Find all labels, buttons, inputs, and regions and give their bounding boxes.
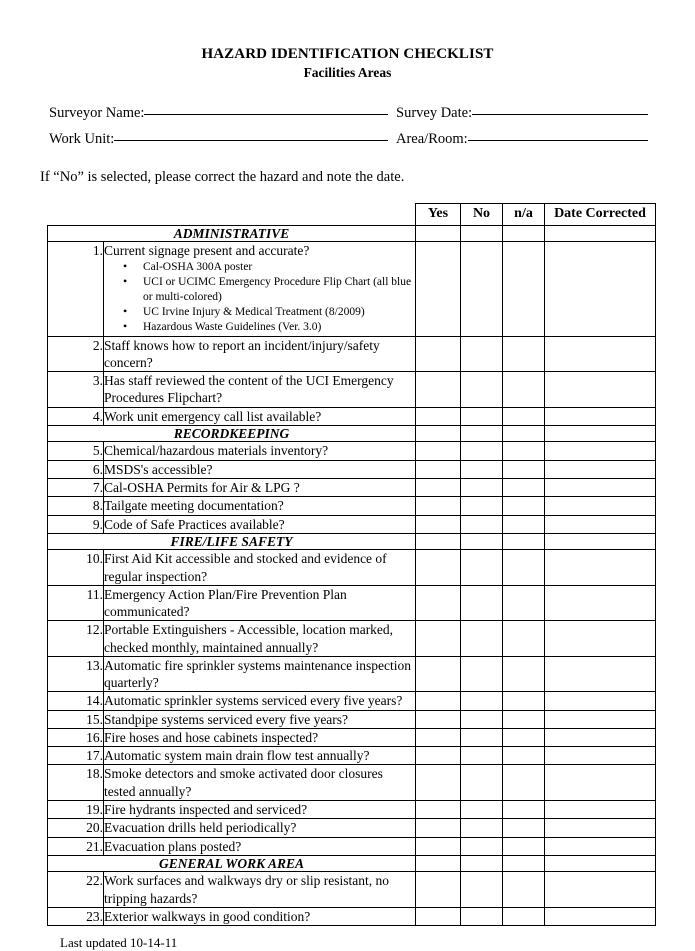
row-sub-item: • UCI or UCIMC Emergency Procedure Flip Chart (all blue or multi-colored): [121, 275, 415, 305]
row-number: 8.: [48, 497, 104, 515]
table-row: [48, 872, 656, 908]
row-question-text: Evacuation drills held periodically?: [104, 820, 297, 836]
row-no-checkbox-cell[interactable]: [461, 656, 503, 692]
row-no-checkbox-cell[interactable]: [461, 728, 503, 746]
row-date-checkbox-cell[interactable]: [545, 819, 656, 837]
section-header-na-cell: [503, 425, 545, 442]
row-date-checkbox-cell[interactable]: [545, 585, 656, 621]
section-header-na-cell: [503, 225, 545, 242]
row-yes-checkbox-cell[interactable]: [416, 621, 461, 657]
row-question-cell: [104, 336, 416, 372]
row-question-text: Fire hoses and hose cabinets inspected?: [104, 729, 319, 745]
table-row: [48, 407, 656, 425]
row-question-cell: [104, 585, 416, 621]
survey-date-input[interactable]: [472, 114, 648, 115]
section-heading: ADMINISTRATIVE: [48, 225, 416, 242]
row-question-text: Smoke detectors and smoke activated door closures tested annually?: [104, 766, 383, 799]
row-number: 20.: [48, 819, 104, 837]
row-date-checkbox-cell[interactable]: [545, 242, 656, 336]
section-header-date-cell: [545, 533, 656, 550]
row-date-checkbox-cell[interactable]: [545, 497, 656, 515]
row-yes-checkbox-cell[interactable]: [416, 837, 461, 855]
row-question-cell: [104, 515, 416, 533]
work-unit-label: Work Unit:: [49, 131, 115, 148]
row-date-checkbox-cell[interactable]: [545, 710, 656, 728]
table-row: [48, 837, 656, 855]
row-sub-items: [104, 260, 415, 336]
row-yes-checkbox-cell[interactable]: [416, 242, 461, 336]
row-number: 2.: [48, 336, 104, 372]
row-question-cell: [104, 907, 416, 925]
row-number: 15.: [48, 710, 104, 728]
row-na-checkbox-cell[interactable]: [503, 656, 545, 692]
column-header-date-corrected: Date Corrected: [545, 203, 656, 225]
row-question-cell: [104, 710, 416, 728]
row-yes-checkbox-cell[interactable]: [416, 515, 461, 533]
row-question-cell: [104, 692, 416, 710]
row-number: 18.: [48, 765, 104, 801]
row-question-text: Portable Extinguishers - Accessible, location marked, checked monthly, maintained annually?: [104, 622, 394, 655]
row-yes-checkbox-cell[interactable]: [416, 747, 461, 765]
row-question-text: Has staff reviewed the content of the UCI Emergency Procedures Flipchart?: [104, 373, 394, 406]
row-date-checkbox-cell[interactable]: [545, 872, 656, 908]
surveyor-name-label: Surveyor Name:: [49, 104, 145, 121]
work-unit-field[interactable]: [49, 132, 396, 147]
row-na-checkbox-cell[interactable]: [503, 765, 545, 801]
row-na-checkbox-cell[interactable]: [503, 585, 545, 621]
row-no-checkbox-cell[interactable]: [461, 478, 503, 496]
table-row: [48, 585, 656, 621]
row-question-cell: [104, 497, 416, 515]
row-date-checkbox-cell[interactable]: [545, 336, 656, 372]
row-na-checkbox-cell[interactable]: [503, 497, 545, 515]
row-number: 23.: [48, 907, 104, 925]
row-question-cell: [104, 372, 416, 408]
survey-date-field[interactable]: [396, 106, 648, 121]
row-number: 12.: [48, 621, 104, 657]
row-number: 16.: [48, 728, 104, 746]
row-number: 1.: [48, 242, 104, 336]
checklist-table-wrap: [40, 203, 655, 926]
row-no-checkbox-cell[interactable]: [461, 801, 503, 819]
row-yes-checkbox-cell[interactable]: [416, 907, 461, 925]
row-no-checkbox-cell[interactable]: [461, 621, 503, 657]
section-heading: GENERAL WORK AREA: [48, 855, 416, 872]
row-no-checkbox-cell[interactable]: [461, 765, 503, 801]
row-yes-checkbox-cell[interactable]: [416, 372, 461, 408]
section-header-na-cell: [503, 855, 545, 872]
table-row: [48, 515, 656, 533]
row-question-text: MSDS's accessible?: [104, 461, 213, 477]
row-na-checkbox-cell[interactable]: [503, 907, 545, 925]
table-row: [48, 372, 656, 408]
section-header-no-cell: [461, 225, 503, 242]
area-room-input[interactable]: [468, 140, 648, 141]
row-question-text: Exterior walkways in good condition?: [104, 908, 311, 924]
row-date-checkbox-cell[interactable]: [545, 765, 656, 801]
row-na-checkbox-cell[interactable]: [503, 747, 545, 765]
table-row: [48, 801, 656, 819]
table-row: [48, 621, 656, 657]
row-no-checkbox-cell[interactable]: [461, 336, 503, 372]
section-header-no-cell: [461, 425, 503, 442]
row-no-checkbox-cell[interactable]: [461, 692, 503, 710]
table-row: [48, 728, 656, 746]
row-question-cell: [104, 765, 416, 801]
row-question-text: Current signage present and accurate?: [104, 243, 310, 259]
header-spacer-number: [48, 203, 104, 225]
row-date-checkbox-cell[interactable]: [545, 550, 656, 586]
table-row: [48, 460, 656, 478]
section-header-row: [48, 425, 656, 442]
row-question-text: Chemical/hazardous materials inventory?: [104, 443, 329, 459]
row-question-text: Tailgate meeting documentation?: [104, 498, 284, 514]
row-question-text: Work surfaces and walkways dry or slip resistant, no tripping hazards?: [104, 873, 389, 906]
survey-date-label: Survey Date:: [396, 104, 473, 121]
row-no-checkbox-cell[interactable]: [461, 372, 503, 408]
section-heading: FIRE/LIFE SAFETY: [48, 533, 416, 550]
row-na-checkbox-cell[interactable]: [503, 515, 545, 533]
form-row-1: [49, 106, 648, 121]
row-na-checkbox-cell[interactable]: [503, 692, 545, 710]
row-no-checkbox-cell[interactable]: [461, 710, 503, 728]
row-no-checkbox-cell[interactable]: [461, 872, 503, 908]
row-yes-checkbox-cell[interactable]: [416, 585, 461, 621]
table-row: [48, 242, 656, 336]
section-header-yes-cell: [416, 425, 461, 442]
column-header-yes: Yes: [416, 203, 461, 225]
form-block: [40, 106, 655, 147]
row-date-checkbox-cell[interactable]: [545, 801, 656, 819]
row-question-text: Automatic fire sprinkler systems maintenance inspection quarterly?: [104, 657, 412, 691]
row-question-cell: [104, 242, 416, 336]
row-question-text: Cal-OSHA Permits for Air & LPG ?: [104, 479, 300, 495]
row-na-checkbox-cell[interactable]: [503, 460, 545, 478]
row-no-checkbox-cell[interactable]: [461, 907, 503, 925]
section-header-yes-cell: [416, 533, 461, 550]
row-no-checkbox-cell[interactable]: [461, 837, 503, 855]
table-row: [48, 747, 656, 765]
row-date-checkbox-cell[interactable]: [545, 621, 656, 657]
row-na-checkbox-cell[interactable]: [503, 336, 545, 372]
row-yes-checkbox-cell[interactable]: [416, 765, 461, 801]
row-date-checkbox-cell[interactable]: [545, 907, 656, 925]
row-question-text: Standpipe systems serviced every five years?: [104, 711, 349, 727]
footer-last-updated: Last updated 10-14-11: [60, 935, 178, 951]
checklist-table: [47, 203, 656, 926]
row-date-checkbox-cell[interactable]: [545, 692, 656, 710]
row-sub-item: • Cal-OSHA 300A poster: [121, 260, 415, 275]
row-na-checkbox-cell[interactable]: [503, 242, 545, 336]
row-number: 9.: [48, 515, 104, 533]
row-date-checkbox-cell[interactable]: [545, 478, 656, 496]
row-question-text: Staff knows how to report an incident/injury/safety concern?: [104, 337, 380, 370]
row-no-checkbox-cell[interactable]: [461, 515, 503, 533]
section-heading: RECORDKEEPING: [48, 425, 416, 442]
column-header-na: n/a: [503, 203, 545, 225]
section-header-date-cell: [545, 425, 656, 442]
row-date-checkbox-cell[interactable]: [545, 372, 656, 408]
row-question-cell: [104, 728, 416, 746]
row-date-checkbox-cell[interactable]: [545, 728, 656, 746]
row-yes-checkbox-cell[interactable]: [416, 728, 461, 746]
row-question-text: Automatic sprinkler systems serviced every five years?: [104, 693, 403, 709]
header-spacer-question: [104, 203, 416, 225]
section-header-yes-cell: [416, 225, 461, 242]
row-na-checkbox-cell[interactable]: [503, 801, 545, 819]
row-yes-checkbox-cell[interactable]: [416, 497, 461, 515]
section-header-date-cell: [545, 855, 656, 872]
row-question-cell: [104, 407, 416, 425]
row-question-cell: [104, 819, 416, 837]
row-no-checkbox-cell[interactable]: [461, 819, 503, 837]
row-no-checkbox-cell[interactable]: [461, 407, 503, 425]
row-yes-checkbox-cell[interactable]: [416, 819, 461, 837]
row-date-checkbox-cell[interactable]: [545, 515, 656, 533]
row-na-checkbox-cell[interactable]: [503, 550, 545, 586]
table-row: [48, 819, 656, 837]
row-number: 10.: [48, 550, 104, 586]
row-na-checkbox-cell[interactable]: [503, 710, 545, 728]
row-question-text: First Aid Kit accessible and stocked and evidence of regular inspection?: [104, 551, 387, 584]
row-number: 11.: [48, 585, 104, 621]
row-question-cell: [104, 621, 416, 657]
row-number: 13.: [48, 656, 104, 692]
table-row: [48, 550, 656, 586]
row-yes-checkbox-cell[interactable]: [416, 478, 461, 496]
row-question-text: Automatic system main drain flow test annually?: [104, 748, 370, 764]
row-question-cell: [104, 747, 416, 765]
row-number: 7.: [48, 478, 104, 496]
row-question-cell: [104, 478, 416, 496]
row-no-checkbox-cell[interactable]: [461, 242, 503, 336]
table-row: [48, 692, 656, 710]
row-yes-checkbox-cell[interactable]: [416, 442, 461, 460]
row-question-text: Emergency Action Plan/Fire Prevention Plan communicated?: [104, 586, 347, 620]
table-row: [48, 656, 656, 692]
row-yes-checkbox-cell[interactable]: [416, 550, 461, 586]
row-yes-checkbox-cell[interactable]: [416, 692, 461, 710]
row-date-checkbox-cell[interactable]: [545, 837, 656, 855]
row-number: 21.: [48, 837, 104, 855]
header-row: [48, 203, 656, 225]
row-no-checkbox-cell[interactable]: [461, 497, 503, 515]
row-number: 22.: [48, 872, 104, 908]
instruction-text: If “No” is selected, please correct the hazard and note the date.: [40, 168, 405, 185]
row-question-cell: [104, 550, 416, 586]
row-question-cell: [104, 442, 416, 460]
table-row: [48, 336, 656, 372]
section-header-no-cell: [461, 855, 503, 872]
table-row: [48, 478, 656, 496]
row-yes-checkbox-cell[interactable]: [416, 656, 461, 692]
form-row-2: [49, 132, 648, 147]
row-number: 17.: [48, 747, 104, 765]
row-yes-checkbox-cell[interactable]: [416, 710, 461, 728]
page-subtitle: Facilities Areas: [303, 64, 392, 80]
column-header-no: No: [461, 203, 503, 225]
title-block: [40, 0, 655, 82]
row-question-text: Work unit emergency call list available?: [104, 408, 322, 424]
page-title: HAZARD IDENTIFICATION CHECKLIST: [201, 46, 494, 62]
row-question-text: Fire hydrants inspected and serviced?: [104, 802, 308, 817]
row-yes-checkbox-cell[interactable]: [416, 407, 461, 425]
row-no-checkbox-cell[interactable]: [461, 442, 503, 460]
row-yes-checkbox-cell[interactable]: [416, 460, 461, 478]
row-question-cell: [104, 872, 416, 908]
section-header-yes-cell: [416, 855, 461, 872]
table-row: [48, 907, 656, 925]
area-room-label: Area/Room:: [396, 131, 468, 148]
row-date-checkbox-cell[interactable]: [545, 460, 656, 478]
row-number: 5.: [48, 442, 104, 460]
work-unit-input[interactable]: [114, 140, 388, 141]
row-na-checkbox-cell[interactable]: [503, 478, 545, 496]
surveyor-name-field[interactable]: [49, 106, 396, 121]
section-header-date-cell: [545, 225, 656, 242]
row-na-checkbox-cell[interactable]: [503, 837, 545, 855]
table-row: [48, 497, 656, 515]
row-number: 19.: [48, 801, 104, 819]
row-na-checkbox-cell[interactable]: [503, 372, 545, 408]
row-date-checkbox-cell[interactable]: [545, 656, 656, 692]
row-na-checkbox-cell[interactable]: [503, 621, 545, 657]
row-number: 6.: [48, 460, 104, 478]
row-date-checkbox-cell[interactable]: [545, 747, 656, 765]
row-sub-item: • UC Irvine Injury & Medical Treatment (8/2009): [121, 305, 415, 320]
row-number: 14.: [48, 692, 104, 710]
row-sub-item: • Hazardous Waste Guidelines (Ver. 3.0): [121, 320, 415, 335]
row-no-checkbox-cell[interactable]: [461, 460, 503, 478]
checklist-table-body: [48, 225, 656, 925]
row-yes-checkbox-cell[interactable]: [416, 872, 461, 908]
row-no-checkbox-cell[interactable]: [461, 550, 503, 586]
row-date-checkbox-cell[interactable]: [545, 442, 656, 460]
area-room-field[interactable]: [396, 132, 648, 147]
row-number: 4.: [48, 407, 104, 425]
table-row: [48, 710, 656, 728]
section-header-na-cell: [503, 533, 545, 550]
row-na-checkbox-cell[interactable]: [503, 442, 545, 460]
row-yes-checkbox-cell[interactable]: [416, 336, 461, 372]
row-question-cell: [104, 837, 416, 855]
table-row: [48, 765, 656, 801]
section-header-no-cell: [461, 533, 503, 550]
row-question-text: Code of Safe Practices available?: [104, 516, 285, 532]
section-header-row: [48, 225, 656, 242]
table-row: [48, 442, 656, 460]
row-question-text: Evacuation plans posted?: [104, 838, 242, 854]
row-question-cell: [104, 656, 416, 692]
section-header-row: [48, 533, 656, 550]
row-na-checkbox-cell[interactable]: [503, 819, 545, 837]
row-number: 3.: [48, 372, 104, 408]
row-yes-checkbox-cell[interactable]: [416, 801, 461, 819]
checklist-table-head: [48, 203, 656, 225]
row-na-checkbox-cell[interactable]: [503, 728, 545, 746]
row-no-checkbox-cell[interactable]: [461, 585, 503, 621]
row-na-checkbox-cell[interactable]: [503, 407, 545, 425]
row-date-checkbox-cell[interactable]: [545, 407, 656, 425]
surveyor-name-input[interactable]: [144, 114, 388, 115]
row-no-checkbox-cell[interactable]: [461, 747, 503, 765]
row-question-cell: [104, 460, 416, 478]
row-question-cell: [104, 801, 416, 819]
section-header-row: [48, 855, 656, 872]
row-na-checkbox-cell[interactable]: [503, 872, 545, 908]
